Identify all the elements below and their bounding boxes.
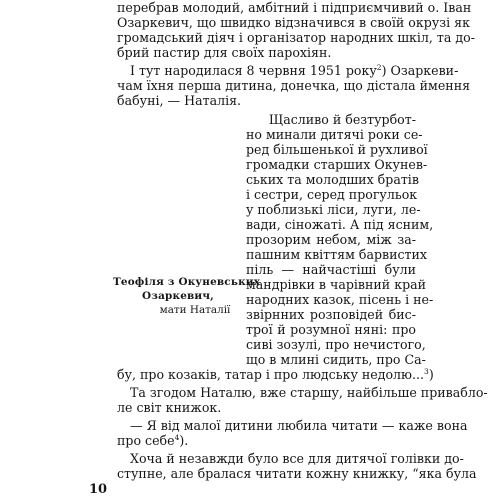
text-fragment: про себе: [117, 433, 175, 448]
text-fragment: ).: [179, 433, 189, 448]
caption-surname: Озаркевич,: [142, 290, 214, 302]
text-line: ред більшенької й рухливої: [246, 142, 428, 157]
text-line: вади, сіножаті. А під ясним,: [246, 217, 434, 232]
text-line-with-footnote: [117, 433, 188, 448]
portrait-photo-area: [99, 101, 249, 251]
text-line: бабуні, — Наталія.: [117, 93, 242, 108]
text-line: Хоча й незавжди було все для дитячої голівки до-: [130, 451, 464, 466]
text-line: що в млині сидить, про Са-: [246, 352, 426, 367]
page-number: 10: [89, 482, 108, 497]
text-line: трої й розумної няні: про: [246, 322, 416, 337]
text-line: народних казок, пісень і не-: [246, 292, 434, 307]
footnote-ref: 2: [376, 63, 382, 72]
text-line: чам їхня перша дитина, донечка, що дістала ймення: [117, 78, 471, 93]
text-line: — Я від малої дитини любила читати — каже вона: [130, 418, 468, 433]
text-line: громадський діяч і організатор народних шкіл, та до-: [117, 30, 475, 45]
text-line: перебрав молодий, амбітний і підприємчивий о. Іван: [117, 0, 472, 15]
caption-name: Теофіля з Окуневських: [113, 276, 261, 288]
text-line: Озаркевич, що швидко відзначився в своїй окрузі як: [117, 15, 470, 30]
text-line: ських та молодших братів: [246, 172, 419, 187]
text-line: ле світ книжок.: [117, 400, 222, 415]
text-line-with-footnote: [130, 63, 459, 78]
text-line: і сестри, серед прогульок: [246, 187, 418, 202]
text-line: піль — найчастіші були: [246, 262, 416, 277]
text-line: громадки старших Окунев-: [246, 157, 428, 172]
text-line: ступне, але бралася читати кожну книжку, “яка була: [117, 466, 477, 481]
photo-caption-surname: [113, 290, 243, 303]
text-fragment: ) Озаркеви-: [381, 63, 459, 78]
text-line: Щасливо й безтурбот-: [268, 112, 416, 127]
text-line: у поблизькі ліси, луги, ле-: [246, 202, 421, 217]
text-line-with-footnote: [117, 367, 434, 382]
text-line: прозорим небом, між за-: [246, 232, 416, 247]
text-fragment: бу, про козаків, татар і про людську недолю...: [117, 367, 425, 382]
text-line: звірнних розповідей бис-: [246, 307, 416, 322]
text-fragment: І тут народилася 8 червня 1951 року: [130, 63, 377, 78]
text-line: брий пастир для своїх парохіян.: [117, 45, 332, 60]
text-line: Та згодом Наталю, вже старшу, найбільше привабло-: [130, 385, 488, 400]
text-line: пашним квіттям барвистих: [246, 247, 428, 262]
footnote-ref: 4: [174, 433, 180, 442]
text-fragment: ): [428, 367, 434, 382]
text-line: мандрівки в чарівний край: [246, 277, 427, 292]
photo-caption-role: мати Наталії: [159, 304, 231, 316]
text-line: сиві зозулі, про нечистого,: [246, 337, 426, 352]
photo-caption-name: [113, 276, 261, 289]
footnote-ref: 3: [424, 367, 429, 376]
text-line: но минали дитячі роки се-: [246, 127, 423, 142]
